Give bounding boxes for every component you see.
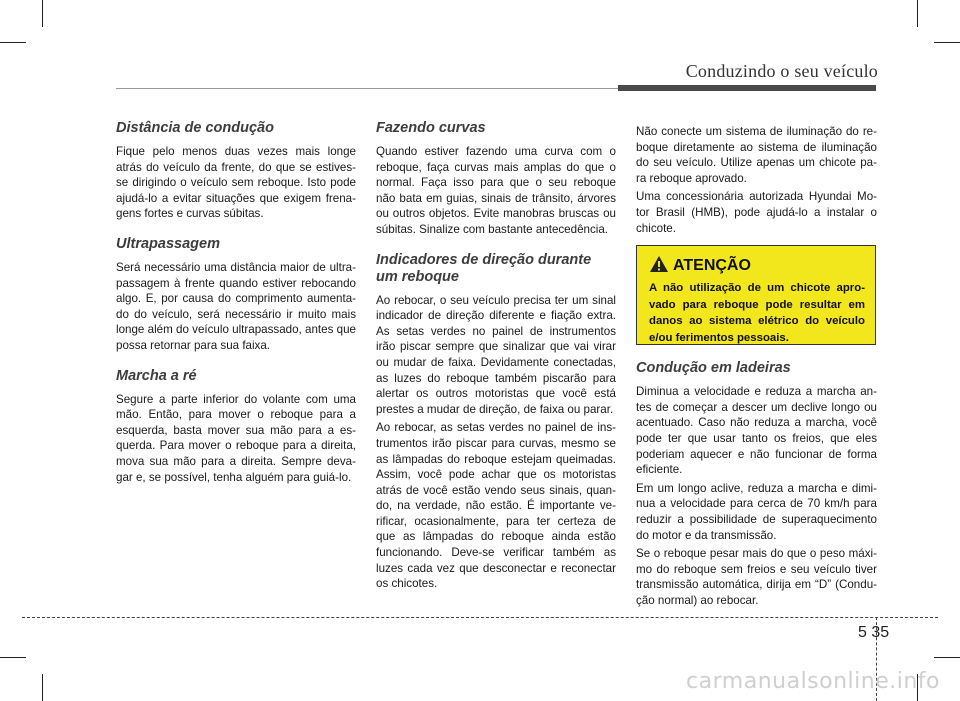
crop-mark (934, 42, 960, 43)
section-heading: Condução em ladeiras (636, 360, 791, 377)
section-heading: Indicadores de direção durante um reboque (376, 251, 592, 285)
section-heading: Distância de condução (116, 120, 274, 136)
paragraph: Uma concessionária autorizada Hyundai Mo-tor Brasil (HMB), pode ajudá-lo a instalar o chicote. (636, 190, 877, 235)
paragraph: Quando estiver fazendo uma curva com o reboque, faça curvas mais amplas do que o normal. Faça isso para que o seu reboque não bata em guias, sinais de trânsito, árvores ou outros objetos. Evite manobras bruscas ou súbitas. Sinalize com bastante antecedência. (376, 145, 616, 236)
warning-triangle-icon (649, 255, 669, 278)
page-number: 5 35 (858, 624, 890, 641)
header-rule (116, 88, 618, 89)
paragraph: Em um longo aclive, reduza a marcha e dimi-nua a velocidade para cerca de 70 km/h para reduzir a possibilidade de superaquecimento do motor e da transmissão. (636, 481, 877, 542)
warning-text: A não utilização de um chicote apro-vado para reboque pode resultar em danos ao sistema elétrico do veículo e/ou ferimentos pessoais. (649, 282, 865, 344)
crop-mark (917, 0, 918, 27)
crop-mark (42, 674, 43, 701)
column-right (636, 124, 877, 611)
paragraph: Não conecte um sistema de iluminação do re-boque diretamente ao sistema de iluminação do seu veículo. Utilize apenas um chicote pa-ra reboque aprovado. (636, 125, 877, 185)
footer-dashed-rule (22, 617, 938, 618)
page-title: Conduzindo o seu veículo (685, 61, 878, 81)
paragraph: Diminua a velocidade e reduza a marcha an-tes de começar a descer um declive longo ou acentuado. Caso não reduza a marcha, você pode ter que usar tanto os freios, que eles poderiam aquecer e não funcionar de forma eficiente. (636, 385, 877, 477)
section-heading: Marcha a ré (116, 367, 197, 384)
warning-box (636, 245, 876, 345)
paragraph: Será necessário uma distância maior de ultra-passagem à frente quando estiver rebocando algo. E, por causa do comprimento aumenta-do do veículo, será necessário ir muito mais longe além do veículo ultrapassado, antes que possa retornar para sua faixa. (116, 260, 356, 352)
warning-header (649, 254, 865, 278)
crop-mark (0, 42, 26, 43)
paragraph: Se o reboque pesar mais do que o peso máxi-mo do reboque sem freios e seu veículo tiver transmissão automática, dirija em “D” (Condu-ção normal) ao rebocar. (636, 547, 877, 607)
crop-mark (42, 0, 43, 27)
watermark: carmanualsonline.info (686, 669, 940, 694)
paragraph: Segure a parte inferior do volante com uma mão. Então, para mover o reboque para a esquerda, basta mover sua mão para a es-querda. Para mover o reboque para a direita, mova sua mão para a direita. Sempre deva-gar e, se possível, tenha alguém para guiá-lo. (116, 392, 356, 484)
column-middle (376, 120, 616, 595)
crop-mark (934, 657, 960, 658)
section-heading: Fazendo curvas (376, 120, 486, 136)
warning-title: ATENÇÃO (673, 257, 751, 275)
paragraph: Ao rebocar, as setas verdes no painel de ins-trumentos irão piscar para curvas, mesmo se as lâmpadas do reboque estejam queimadas. Assim, você pode achar que os motoristas atrás de você estão vendo seus sinais, quan-do, na verdade, não estão. É importante ve-rificar, ocasionalmente, para ter certeza de que as lâmpadas do reboque ainda estão funcionando. Deve-se verificar também as luzes cada vez que desconectar e reconectar os chicotes. (376, 421, 616, 591)
paragraph: Ao rebocar, o seu veículo precisa ter um sinal indicador de direção diferente e fiação extra. As setas verdes no painel de instrumentos irão piscar sempre que sinalizar que vai virar ou mudar de faixa. Devidamente conectadas, as luzes do reboque também piscarão para alertar os outros motoristas que você está prestes a mudar de direção, de faixa ou parar. (376, 293, 616, 416)
crop-mark (0, 657, 26, 658)
section-heading: Ultrapassagem (116, 235, 220, 252)
paragraph: Fique pelo menos duas vezes mais longe atrás do veículo da frente, do que se estives-se dirigindo o veículo sem reboque. Isto pode ajudá-lo a evitar situações que exigem frena-gens fortes e curvas súbitas. (116, 145, 356, 221)
header-bar (618, 85, 876, 91)
column-left (116, 120, 356, 488)
